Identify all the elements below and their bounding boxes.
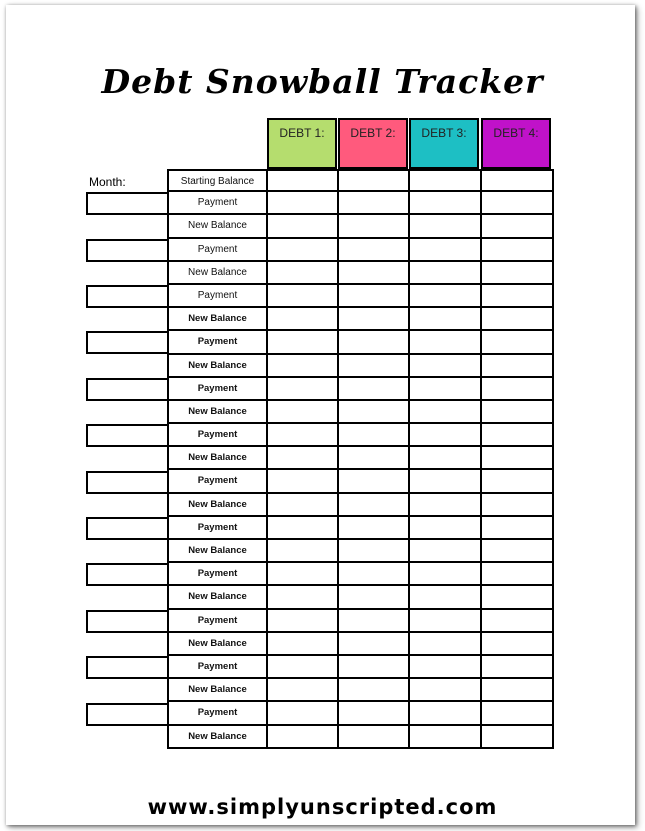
debt-1-amount-cell[interactable]	[268, 192, 339, 213]
row-label: New Balance	[167, 679, 268, 700]
debt-4-amount-cell[interactable]	[482, 285, 554, 306]
table-row	[167, 285, 554, 308]
month-input-box[interactable]	[86, 563, 167, 586]
debt-2-amount-cell[interactable]	[339, 610, 410, 631]
debt-1-amount-cell[interactable]	[268, 563, 339, 584]
month-input-box[interactable]	[86, 239, 167, 262]
debt-1-amount-cell[interactable]	[268, 171, 339, 190]
row-label: Payment	[167, 378, 268, 399]
debt-3-amount-cell[interactable]	[410, 401, 482, 422]
debt-2-amount-cell[interactable]	[339, 679, 410, 700]
debt-2-amount-cell[interactable]	[339, 586, 410, 607]
row-label: New Balance	[167, 494, 268, 515]
month-input-box[interactable]	[86, 703, 167, 726]
row-label: New Balance	[167, 726, 268, 747]
month-label: Month:	[89, 175, 126, 189]
debt-3-amount-cell[interactable]	[410, 192, 482, 213]
month-input-box[interactable]	[86, 285, 167, 308]
table-row	[167, 215, 554, 238]
row-label: Payment	[167, 610, 268, 631]
debt-2-amount-cell[interactable]	[339, 308, 410, 329]
debt-3-amount-cell[interactable]	[410, 215, 482, 236]
debt-2-amount-cell[interactable]	[339, 285, 410, 306]
debt-4-amount-cell[interactable]	[482, 586, 554, 607]
row-label: Payment	[167, 424, 268, 445]
debt-2-amount-cell[interactable]	[339, 424, 410, 445]
month-input-box[interactable]	[86, 656, 167, 679]
debt-3-amount-cell[interactable]	[410, 563, 482, 584]
debt-4-amount-cell[interactable]	[482, 171, 554, 190]
row-label: Payment	[167, 563, 268, 584]
debt-4-amount-cell[interactable]	[482, 308, 554, 329]
debt-4-amount-cell[interactable]	[482, 494, 554, 515]
debt-1-amount-cell[interactable]	[268, 470, 339, 491]
month-input-box[interactable]	[86, 331, 167, 354]
debt-3-amount-cell[interactable]	[410, 262, 482, 283]
debt-3-amount-cell[interactable]	[410, 447, 482, 468]
debt-4-amount-cell[interactable]	[482, 470, 554, 491]
debt-4-amount-cell[interactable]	[482, 215, 554, 236]
debt-4-amount-cell[interactable]	[482, 563, 554, 584]
table-row	[167, 192, 554, 215]
debt-3-amount-cell[interactable]	[410, 540, 482, 561]
debt-3-amount-cell[interactable]	[410, 331, 482, 352]
row-label: Payment	[167, 656, 268, 677]
month-input-box[interactable]	[86, 424, 167, 447]
table-row	[167, 447, 554, 470]
debt-4-label: DEBT 4:	[493, 126, 539, 140]
row-label: New Balance	[167, 633, 268, 654]
table-row	[167, 355, 554, 378]
debt-2-amount-cell[interactable]	[339, 517, 410, 538]
debt-2-amount-cell[interactable]	[339, 215, 410, 236]
tracker-table	[167, 169, 554, 749]
debt-2-amount-cell[interactable]	[339, 171, 410, 190]
debt-4-amount-cell[interactable]	[482, 262, 554, 283]
debt-3-amount-cell[interactable]	[410, 679, 482, 700]
row-label: Starting Balance	[167, 171, 268, 190]
debt-1-amount-cell[interactable]	[268, 285, 339, 306]
debt-1-amount-cell[interactable]	[268, 424, 339, 445]
debt-4-amount-cell[interactable]	[482, 424, 554, 445]
debt-4-header	[481, 118, 551, 169]
debt-1-amount-cell[interactable]	[268, 239, 339, 260]
table-row	[167, 378, 554, 401]
debt-4-amount-cell[interactable]	[482, 447, 554, 468]
debt-4-amount-cell[interactable]	[482, 517, 554, 538]
debt-3-label: DEBT 3:	[421, 126, 467, 140]
row-label: New Balance	[167, 308, 268, 329]
debt-3-amount-cell[interactable]	[410, 726, 482, 747]
debt-1-amount-cell[interactable]	[268, 378, 339, 399]
table-row	[167, 656, 554, 679]
debt-2-amount-cell[interactable]	[339, 239, 410, 260]
debt-1-amount-cell[interactable]	[268, 517, 339, 538]
table-row	[167, 540, 554, 563]
month-input-box[interactable]	[86, 471, 167, 494]
debt-4-amount-cell[interactable]	[482, 355, 554, 376]
row-label: Payment	[167, 285, 268, 306]
debt-1-amount-cell[interactable]	[268, 610, 339, 631]
debt-4-amount-cell[interactable]	[482, 702, 554, 723]
debt-4-amount-cell[interactable]	[482, 610, 554, 631]
row-label: New Balance	[167, 586, 268, 607]
table-row	[167, 563, 554, 586]
debt-2-amount-cell[interactable]	[339, 563, 410, 584]
table-row	[167, 517, 554, 540]
table-row	[167, 424, 554, 447]
debt-2-amount-cell[interactable]	[339, 355, 410, 376]
month-input-box[interactable]	[86, 378, 167, 401]
debt-2-amount-cell[interactable]	[339, 262, 410, 283]
debt-2-amount-cell[interactable]	[339, 447, 410, 468]
debt-4-amount-cell[interactable]	[482, 726, 554, 747]
table-row	[167, 726, 554, 749]
debt-1-amount-cell[interactable]	[268, 215, 339, 236]
debt-2-amount-cell[interactable]	[339, 470, 410, 491]
row-label: Payment	[167, 192, 268, 213]
debt-2-amount-cell[interactable]	[339, 378, 410, 399]
table-row	[167, 494, 554, 517]
debt-3-amount-cell[interactable]	[410, 308, 482, 329]
debt-2-amount-cell[interactable]	[339, 192, 410, 213]
table-row	[167, 308, 554, 331]
debt-1-amount-cell[interactable]	[268, 262, 339, 283]
debt-1-amount-cell[interactable]	[268, 540, 339, 561]
debt-3-amount-cell[interactable]	[410, 610, 482, 631]
debt-2-amount-cell[interactable]	[339, 633, 410, 654]
table-row	[167, 239, 554, 262]
row-label: New Balance	[167, 540, 268, 561]
debt-1-amount-cell[interactable]	[268, 633, 339, 654]
page-title: Debt Snowball Tracker	[101, 62, 544, 101]
table-row	[167, 679, 554, 702]
debt-1-amount-cell[interactable]	[268, 447, 339, 468]
debt-1-amount-cell[interactable]	[268, 726, 339, 747]
debt-3-amount-cell[interactable]	[410, 702, 482, 723]
website-footer: www.simplyunscripted.com	[147, 795, 498, 819]
debt-3-amount-cell[interactable]	[410, 355, 482, 376]
debt-1-amount-cell[interactable]	[268, 355, 339, 376]
debt-2-amount-cell[interactable]	[339, 494, 410, 515]
debt-2-amount-cell[interactable]	[339, 702, 410, 723]
debt-2-label: DEBT 2:	[350, 126, 396, 140]
debt-3-amount-cell[interactable]	[410, 171, 482, 190]
debt-2-amount-cell[interactable]	[339, 656, 410, 677]
debt-4-amount-cell[interactable]	[482, 239, 554, 260]
debt-3-header	[409, 118, 479, 169]
debt-1-label: DEBT 1:	[279, 126, 325, 140]
debt-1-amount-cell[interactable]	[268, 586, 339, 607]
debt-4-amount-cell[interactable]	[482, 401, 554, 422]
table-row	[167, 586, 554, 609]
table-row	[167, 331, 554, 354]
debt-1-amount-cell[interactable]	[268, 679, 339, 700]
table-row	[167, 470, 554, 493]
debt-2-amount-cell[interactable]	[339, 540, 410, 561]
row-label: New Balance	[167, 215, 268, 236]
debt-3-amount-cell[interactable]	[410, 633, 482, 654]
debt-1-amount-cell[interactable]	[268, 308, 339, 329]
debt-4-amount-cell[interactable]	[482, 633, 554, 654]
debt-4-amount-cell[interactable]	[482, 656, 554, 677]
debt-1-amount-cell[interactable]	[268, 331, 339, 352]
month-input-box[interactable]	[86, 517, 167, 540]
debt-3-amount-cell[interactable]	[410, 494, 482, 515]
row-label: Payment	[167, 517, 268, 538]
table-row	[167, 610, 554, 633]
debt-3-amount-cell[interactable]	[410, 285, 482, 306]
debt-2-amount-cell[interactable]	[339, 401, 410, 422]
debt-4-amount-cell[interactable]	[482, 192, 554, 213]
table-row	[167, 633, 554, 656]
debt-3-amount-cell[interactable]	[410, 656, 482, 677]
debt-4-amount-cell[interactable]	[482, 331, 554, 352]
debt-3-amount-cell[interactable]	[410, 239, 482, 260]
debt-1-amount-cell[interactable]	[268, 494, 339, 515]
debt-3-amount-cell[interactable]	[410, 424, 482, 445]
row-label: New Balance	[167, 355, 268, 376]
table-row	[167, 169, 554, 192]
debt-2-amount-cell[interactable]	[339, 331, 410, 352]
debt-4-amount-cell[interactable]	[482, 679, 554, 700]
table-row	[167, 401, 554, 424]
table-row	[167, 262, 554, 285]
debt-3-amount-cell[interactable]	[410, 517, 482, 538]
debt-4-amount-cell[interactable]	[482, 540, 554, 561]
debt-1-amount-cell[interactable]	[268, 401, 339, 422]
row-label: New Balance	[167, 401, 268, 422]
debt-3-amount-cell[interactable]	[410, 378, 482, 399]
debt-2-amount-cell[interactable]	[339, 726, 410, 747]
row-label: Payment	[167, 702, 268, 723]
table-row	[167, 702, 554, 725]
row-label: New Balance	[167, 447, 268, 468]
debt-3-amount-cell[interactable]	[410, 470, 482, 491]
month-input-box[interactable]	[86, 610, 167, 633]
debt-1-amount-cell[interactable]	[268, 656, 339, 677]
debt-2-header	[338, 118, 408, 169]
debt-1-amount-cell[interactable]	[268, 702, 339, 723]
row-label: New Balance	[167, 262, 268, 283]
row-label: Payment	[167, 470, 268, 491]
month-input-box[interactable]	[86, 192, 167, 215]
row-label: Payment	[167, 239, 268, 260]
debt-1-header	[267, 118, 337, 169]
row-label: Payment	[167, 331, 268, 352]
debt-4-amount-cell[interactable]	[482, 378, 554, 399]
debt-3-amount-cell[interactable]	[410, 586, 482, 607]
